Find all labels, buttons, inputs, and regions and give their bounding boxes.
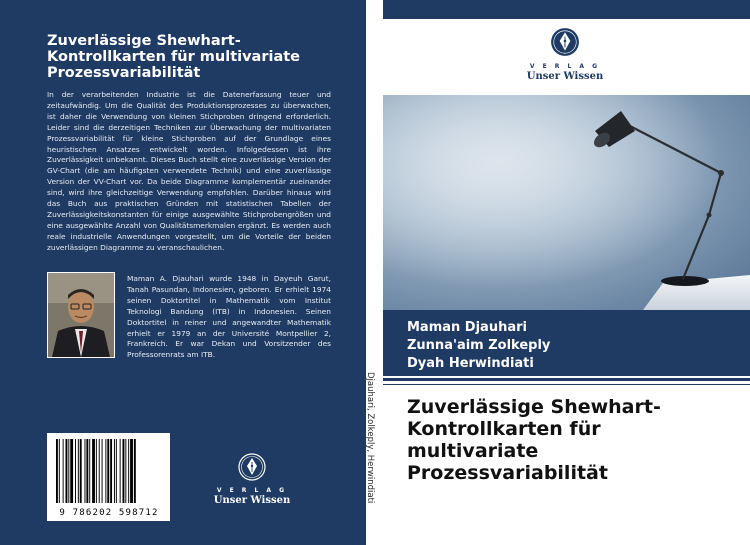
divider-thin (383, 384, 750, 385)
author-photo (47, 272, 115, 358)
pen-nib-icon (550, 27, 580, 57)
publisher-logo-back (210, 453, 294, 506)
back-cover (0, 0, 366, 545)
publisher-verlag-label: V E R L A G (216, 487, 288, 494)
pen-nib-icon (238, 453, 266, 481)
divider-thick (383, 378, 750, 381)
cover-photo-desk-lamp (383, 95, 750, 310)
spine-authors: Djauhari, Zolkeply, Herwindiati (365, 372, 375, 504)
publisher-name: Unser Wissen (213, 495, 291, 506)
book-blurb: In der verarbeitenden Industrie ist die Datenerfassung teuer und zeitaufwändig. Um die Qualität des Produktionsprozesses zu überwachen, ist daher die Verwendung von kleinen Stichproben dringend erforderlich. Leider sind die derzeitigen Techniken zur Überwachung der multivariaten Prozessvariabilität für kleine Stichproben auf der Grundlage eines heuristischen Ansatzes entwickelt worden. Infolgedessen ist ihre Zuverlässigkeit unbekannt. Dieses Buch stellt eine zuverlässige Version der GV-Chart (die am häufigsten verwendete Technik) und eine zuverlässige Version der VV-Chart vor. Da beide Diagramme komplementär zueinander sind, wird ihre gleichzeitige Verwendung empfohlen. Darüber hinaus wird das Buch aus praktischen Gründen mit statistischen Tabellen der Zuverlässigkeitskonstanten für einige ausgewählte Stichprobengrößen und eine ausgewählte Anzahl von Qualitätsmerkmalen ergänzt. Es werden auch reale industrielle Anwendungen vorgestellt, um die Vorteile der beiden zuverlässigen Diagramme zu veranschaulichen. (47, 90, 331, 252)
front-cover (383, 0, 750, 545)
isbn-barcode (47, 433, 170, 521)
authors-band (383, 310, 750, 376)
isbn-number: 9 786202 598712 (59, 508, 159, 518)
top-bar (383, 0, 750, 19)
front-cover-title: Zuverlässige Shewhart-Kontrollkarten für multivariate Prozessvariabilität (407, 396, 661, 484)
publisher-logo-front (523, 27, 607, 82)
author-name-1: Maman Djauhari (407, 320, 527, 335)
barcode-bars (54, 439, 163, 503)
author-name-3: Dyah Herwindiati (407, 356, 534, 371)
author-name-2: Zunna'aim Zolkeply (407, 338, 551, 353)
publisher-name: Unser Wissen (526, 71, 604, 82)
back-cover-title: Zuverlässige Shewhart-Kontrollkarten für multivariate Prozessvariabilität (47, 33, 301, 81)
author-bio: Maman A. Djauhari wurde 1948 in Dayeuh Garut, Tanah Pasundan, Indonesien, geboren. Er erhielt 1974 seinen Doktortitel in Mathematik vom Institut Teknologi Bandung (ITB) in Indonesien. Seinen Doktortitel in reiner und angewandter Mathematik erhielt er 1979 an der Université Montpellier 2, Frankreich. Er war Dekan und Vorsitzender des Professorenrats am ITB. (127, 274, 331, 360)
publisher-verlag-label: V E R L A G (529, 63, 601, 70)
